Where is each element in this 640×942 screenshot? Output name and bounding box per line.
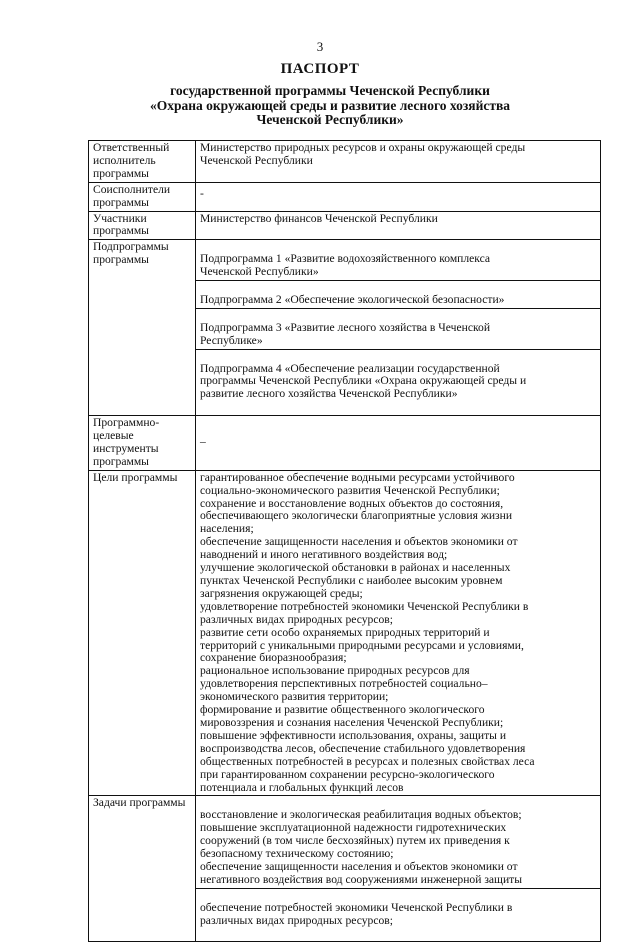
- subtitle-line: государственной программы Чеченской Республики: [170, 83, 490, 98]
- subprogram-item: Подпрограмма 4 «Обеспечение реализации государственной программы Чеченской Республики «Охрана окружающей среды и развитие лесного хозяйства Чеченской Республики»: [200, 361, 527, 401]
- row-label-tasks: Задачи программы: [89, 796, 196, 942]
- subprogram-item: Подпрограмма 3 «Развитие лесного хозяйства в Чеченской Республике»: [196, 322, 600, 350]
- subtitle-line: «Охрана окружающей среды и развитие лесного хозяйства: [149, 97, 511, 113]
- subtitle-line: Чеченской Республики»: [256, 112, 404, 127]
- subprogram-item: Подпрограмма 1 «Развитие водохозяйственного комплекса Чеченской Республики»: [196, 253, 600, 281]
- table-row: [89, 211, 601, 240]
- row-value-goals: гарантированное обеспечение водными ресурсами устойчивого социально-экономического развития Чеченской Республики; сохранение и восстановление водных объектов до состояния, обеспечивающего экологически благоприятные условия жизни населения; обеспечение защищенности населения и объектов экономики от наводнений и иного негативного воздействия вод; улучшение экологической обстановки в районах и населенных пунктах Чеченской Республики с наиболее высоким уровнем загрязнения окружающей среды; удовлетворение потребностей экономики Чеченской Республики в различных видах природных ресурсов; развитие сети особо охраняемых природных территорий и территорий с уникальными природными ресурсами и условиями, сохранение биоразнообразия; рациональное использование природных ресурсов для удовлетворения перспективных потребностей социально– экономического развития территории; формирование и развитие общественного экологического мировоззрения и сознания населения Чеченской Республики; повышение эффективности использования, охраны, защиты и воспроизводства лесов, обеспечение стабильного удовлетворения общественных потребностей в ресурсах и полезных свойствах леса при гарантированном сохранении ресурсно-экологического потенциала и глобальных функций лесов: [196, 470, 601, 796]
- row-value-instruments: –: [196, 416, 601, 471]
- document-subtitle: [60, 84, 600, 128]
- row-value-tasks: [196, 796, 601, 942]
- row-value-coexecutors: -: [196, 182, 601, 211]
- row-label-responsible: Ответственный исполнитель программы: [89, 141, 196, 183]
- row-value-responsible: Министерство природных ресурсов и охраны окружающей среды Чеченской Республики: [196, 141, 601, 183]
- document-title: ПАСПОРТ: [280, 61, 360, 77]
- page-number: 3: [316, 39, 324, 54]
- row-label-instruments: Программно- целевые инструменты программы: [89, 416, 196, 471]
- table-row: [89, 416, 601, 471]
- task-block-continued: обеспечение потребностей экономики Чеченской Республики в различных видах природных ресурсов;: [200, 900, 513, 927]
- table-row: [89, 141, 601, 183]
- row-value-subprograms: [196, 240, 601, 416]
- subprogram-item: Подпрограмма 2 «Обеспечение экологической безопасности»: [196, 294, 600, 309]
- table-row: [89, 182, 601, 211]
- row-label-subprograms: Подпрограммы программы: [89, 240, 196, 416]
- row-label-coexecutors: Соисполнители программы: [89, 182, 196, 211]
- task-block: восстановление и экологическая реабилитация водных объектов; повышение эксплуатационной надежности гидротехнических сооружений (в том числе бесхозяйных) путем их приведения к безопасному техническому состоянию; обеспечение защищенности населения и объектов экономики от негативного воздействия вод сооружениями инженерной защиты: [196, 809, 600, 888]
- passport-table: [88, 140, 601, 942]
- table-row: [89, 796, 601, 942]
- table-row: [89, 470, 601, 796]
- row-label-participants: Участники программы: [89, 211, 196, 240]
- row-value-participants: Министерство финансов Чеченской Республики: [196, 211, 601, 240]
- table-row: [89, 240, 601, 416]
- row-label-goals: Цели программы: [89, 470, 196, 796]
